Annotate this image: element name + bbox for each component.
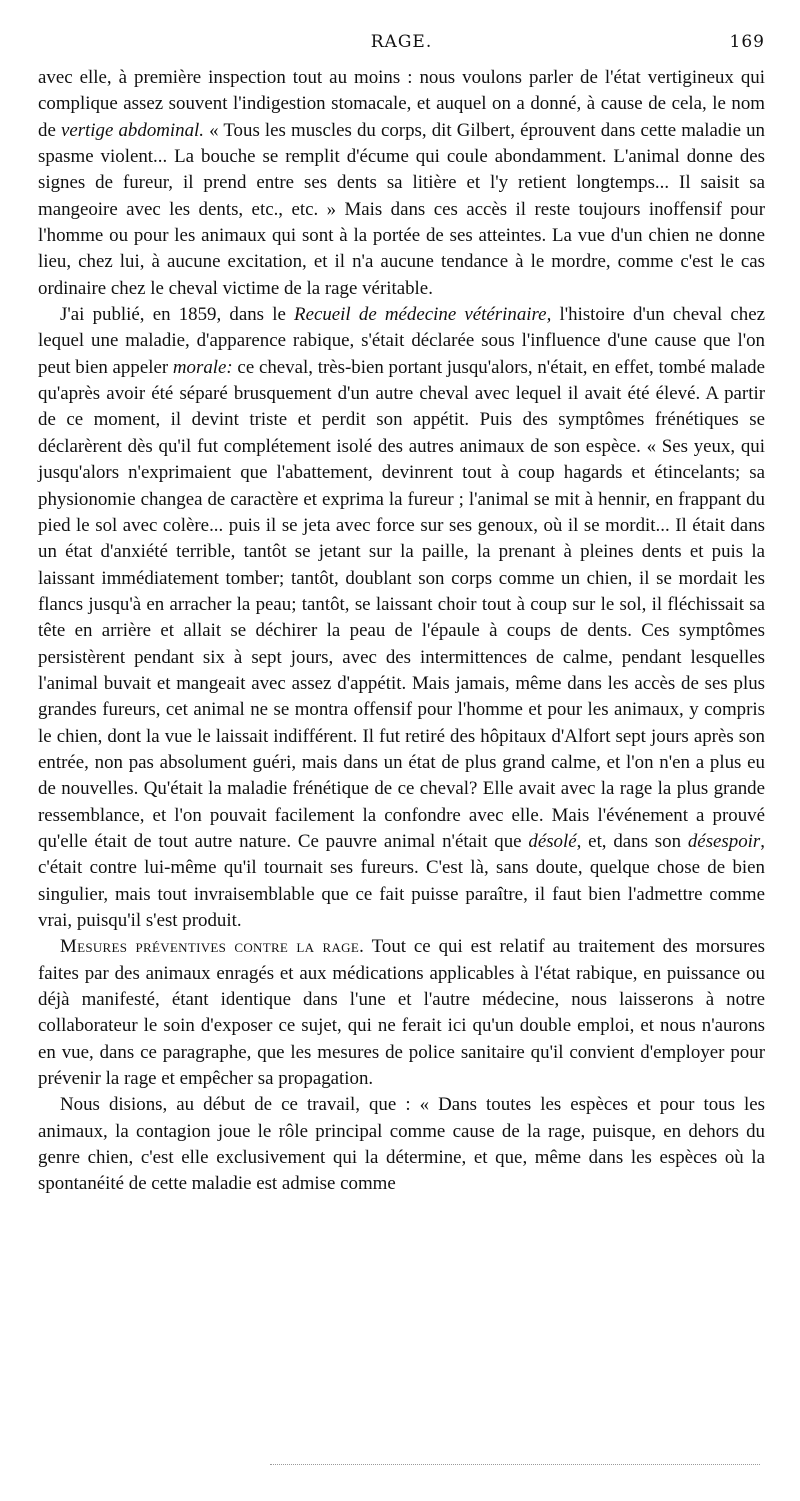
text-segment: avec elle, à première inspection tout au moins : nous voulons parler de l'état vertigineux qui complique assez souvent l'indigestion stomacale, et auquel on a donné, à cause de cela, le nom de xyxy=(38,67,765,141)
page-bottom-rule xyxy=(270,1464,760,1467)
paragraph-vertige xyxy=(38,65,765,302)
running-head xyxy=(38,30,765,56)
italic-term: morale: xyxy=(172,356,233,378)
italic-term: désolé xyxy=(528,830,577,852)
paragraph-case-history xyxy=(38,302,765,934)
text-segment: « Tous les muscles du corps, dit Gilbert, éprouvent dans cette maladie un spasme violent... La bouche se remplit d'écume qui coule abondamment. L'animal donne des signes de fureur, il prend entre ses dents sa litière et l'y retient longtemps... Il saisit sa mangeoire avec les dents, etc., etc. » Mais dans ces accès il reste toujours inoffensif pour l'homme ou pour les animaux qui sont à la portée de ses atteintes. La vue d'un chien ne donne lieu, chez lui, à aucune excitation, et il n'a aucune tendance à le mordre, comme c'est le cas ordinaire chez le cheval victime de la rage véritable. xyxy=(38,119,765,299)
italic-term: vertige abdominal. xyxy=(60,119,205,141)
section-heading: Mesures préventives contre la rage. xyxy=(60,936,365,958)
text-segment: J'ai publié, en 1859, dans le xyxy=(60,304,295,326)
text-segment: , et, dans son xyxy=(576,830,688,852)
journal-title: Recueil de médecine vétérinaire, xyxy=(294,304,552,326)
book-page xyxy=(38,30,765,1198)
body-text xyxy=(38,65,765,1198)
running-title: RAGE. xyxy=(370,32,433,52)
paragraph-mesures-preventives xyxy=(38,934,765,1092)
page-number: 169 xyxy=(729,32,765,52)
text-segment: Tout ce qui est relatif au traitement des morsures faites par des animaux enragés et aux médications applicables à l'état rabique, en puissance ou déjà manifesté, étant identique dans l'une et l'autre médecine, nous laisserons à notre collaborateur le soin d'exposer ce sujet, qui ne ferait ici qu'un double emploi, et nous n'aurons en vue, dans ce paragraphe, que les mesures de police sanitaire qu'il convient d'employer pour prévenir la rage et empêcher sa propagation. xyxy=(38,936,765,1090)
text-segment: l'histoire d'un cheval chez lequel une maladie, d'apparence rabique, s'était déclarée sous l'influence d'une cause que l'on peut bien appeler xyxy=(38,304,765,378)
text-segment: Nous disions, au début de ce travail, que : « Dans toutes les espèces et pour tous les animaux, la contagion joue le rôle principal comme cause de la rage, puisque, en dehors du genre chien, c'est elle exclusivement qui la détermine, et que, même dans les espèces où la spontanéité de cette maladie est admise comme xyxy=(38,1094,765,1195)
italic-term: désespoir xyxy=(687,830,761,852)
text-segment: , c'était contre lui-même qu'il tournait ses fureurs. C'est là, sans doute, quelque chose de bien singulier, mais tout invraisemblable que ce fait puisse paraître, il faut bien l'admettre comme vrai, puisqu'il s'est produit. xyxy=(38,830,766,931)
paragraph-contagion xyxy=(38,1092,765,1197)
text-segment: ce cheval, très-bien portant jusqu'alors, n'était, en effet, tombé malade qu'après avoir été séparé brusquement d'un autre cheval avec lequel il avait été élevé. A partir de ce moment, il devint triste et perdit son appétit. Puis des symptômes frénétiques se déclarèrent dès qu'il fut complétement isolé des autres animaux de son espèce. « Ses yeux, qui jusqu'alors n'exprimaient que l'abattement, devinrent tout à coup hagards et étincelants; sa physionomie changea de caractère et exprima la fureur ; l'animal se mit à hennir, en frappant du pied le sol avec colère... puis il se jeta avec force sur ses genoux, où il se mordit... Il était dans un état d'anxiété terrible, tantôt se jetant sur la paille, la prenant à pleines dents et puis la laissant immédiatement tomber; tantôt, doublant son corps comme un chien, il se mordait les flancs jusqu'à en arracher la peau; tantôt, se laissant choir tout à coup sur le sol, il fléchissait sa tête en arrière et allait se déchirer la peau de l'épaule à coups de dents. Ces symptômes persistèrent pendant six à sept jours, avec des intermittences de calme, pendant lesquelles l'animal buvait et mangeait avec assez d'appétit. Mais jamais, même dans les accès de ses plus grandes fureurs, cet animal ne se montra offensif pour l'homme et pour les animaux, y compris le chien, dont la vue le laissait indifférent. Il fut retiré des hôpitaux d'Alfort sept jours après son entrée, non pas absolument guéri, mais dans un état de plus grand calme, et l'on n'en a plus eu de nouvelles. Qu'était la maladie frénétique de ce cheval? Elle avait avec la rage la plus grande ressemblance, et l'on pouvait facilement la confondre avec elle. Mais l'événement a prouvé qu'elle était de tout autre nature. Ce pauvre animal n'était que xyxy=(38,356,765,852)
